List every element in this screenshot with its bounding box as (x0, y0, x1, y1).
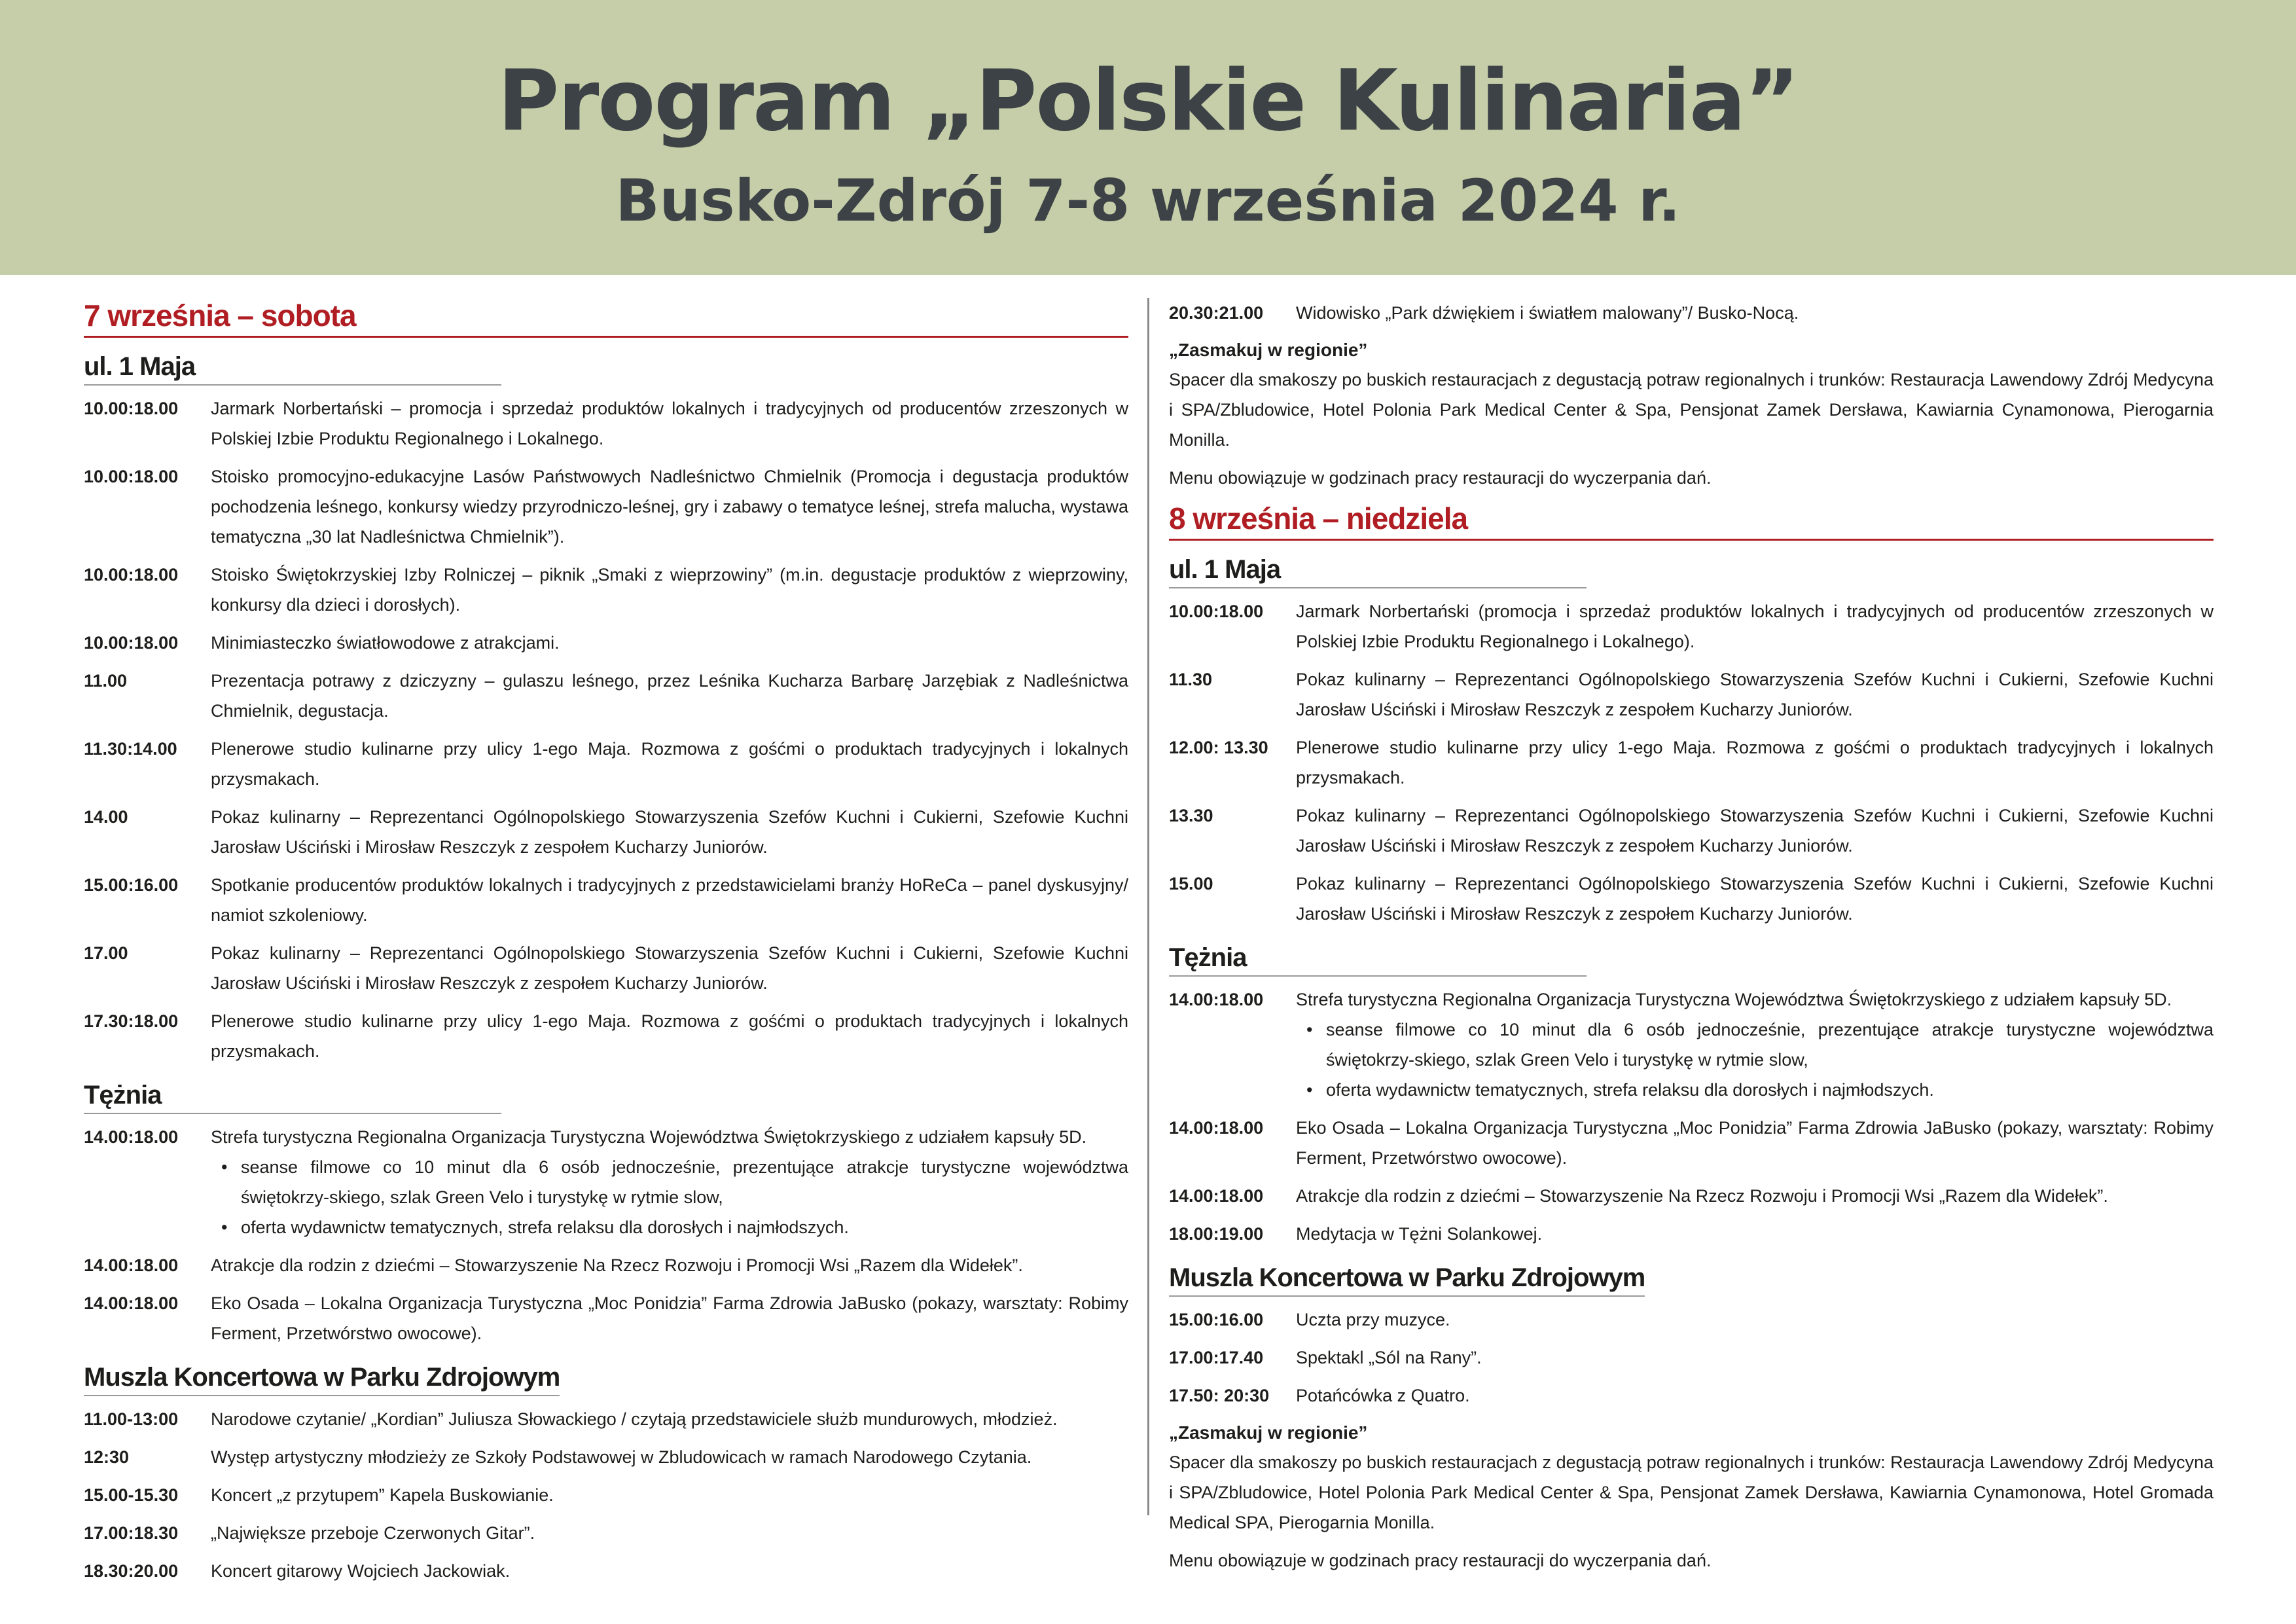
event-time: 10.00:18.00 (1169, 602, 1264, 621)
event-desc: Stoisko promocyjno-edukacyjne Lasów Państwowych Nadleśnictwo Chmielnik (Promocja i degustacja produktów pochodzenia leśnego, konkursy wiedzy przyrodniczo-leśnej, gry i zabawy o tematyce leśnej, strefa malucha, wystawa tematyczna „30 lat Nadleśnictwa Chmielnik”). (211, 467, 1128, 547)
taste-heading: „Zasmakuj w regionie” (1169, 1422, 1368, 1443)
event-row (84, 1518, 1128, 1548)
event-desc: Potańcówka z Quatro. (1296, 1386, 1470, 1405)
event-row (1169, 801, 2214, 861)
event-desc-text: Strefa turystyczna Regionalna Organizacja Turystyczna Województwa Świętokrzyskiego z udziałem kapsuły 5D. (211, 1127, 1087, 1147)
day1-section-muszla: Muszla Koncertowa w Parku Zdrojowym (84, 1363, 560, 1396)
event-row (84, 1122, 1128, 1242)
event-row (84, 1006, 1128, 1066)
event-row (84, 1404, 1128, 1434)
bullet-item: • seanse filmowe co 10 minut dla 6 osób jednocześnie, prezentujące atrakcje turystyczne województwa świętokrzy-skiego, szlak Green Velo i turystykę w rytmie slow, (1316, 1015, 2214, 1075)
event-time: 11.30:14.00 (84, 739, 177, 759)
event-desc: Koncert „z przytupem” Kapela Buskowianie. (211, 1485, 554, 1505)
event-desc: Eko Osada – Lokalna Organizacja Turystyczna „Moc Ponidzia” Farma Zdrowia JaBusko (pokazy, warsztaty: Robimy Ferment, Przetwórstwo owocowe). (1296, 1118, 2214, 1168)
event-time: 14.00:18.00 (1169, 1118, 1264, 1138)
event-time: 12.00: 13.30 (1169, 738, 1268, 757)
event-desc: Minimiasteczko światłowodowe z atrakcjami. (211, 633, 560, 653)
event-row (84, 1442, 1128, 1472)
event-time: 17.00:17.40 (1169, 1348, 1264, 1367)
event-time: 14.00:18.00 (84, 1127, 179, 1147)
menu-note: Menu obowiązuje w godzinach pracy restauracji do wyczerpania dań. (1169, 1551, 1712, 1570)
event-row (84, 1556, 1128, 1586)
event-row (84, 870, 1128, 930)
event-time: 15.00 (1169, 874, 1213, 893)
event-time: 11.00 (84, 671, 128, 691)
event-desc: Pokaz kulinarny – Reprezentanci Ogólnopolskiego Stowarzyszenia Szefów Kuchni i Cukierni, Szefowie Kuchni Jarosław Uściński i Mirosław Reszczyk z zespołem Kucharzy Juniorów. (211, 943, 1128, 993)
event-desc: Plenerowe studio kulinarne przy ulicy 1-ego Maja. Rozmowa z gośćmi o produktach tradycyjnych i lokalnych przysmakach. (211, 739, 1128, 789)
event-time: 11.00-13:00 (84, 1409, 179, 1429)
event-desc: Prezentacja potrawy z dziczyzny – gulaszu leśnego, przez Leśnika Kucharza Barbarę Jarzębiak z Nadleśnictwa Chmielnik, degustacja. (211, 671, 1128, 721)
day2-section-muszla: Muszla Koncertowa w Parku Zdrojowym (1169, 1263, 1645, 1297)
event-desc: Pokaz kulinarny – Reprezentanci Ogólnopolskiego Stowarzyszenia Szefów Kuchni i Cukierni, Szefowie Kuchni Jarosław Uściński i Mirosław Reszczyk z zespołem Kucharzy Juniorów. (1296, 806, 2214, 856)
event-time: 10.00:18.00 (84, 399, 179, 418)
event-desc: Widowisko „Park dźwiękiem i światłem malowany”/ Busko-Nocą. (1296, 303, 1799, 323)
event-desc: Pokaz kulinarny – Reprezentanci Ogólnopolskiego Stowarzyszenia Szefów Kuchni i Cukierni, Szefowie Kuchni Jarosław Uściński i Mirosław Reszczyk z zespołem Kucharzy Juniorów. (1296, 874, 2214, 924)
day1-column (84, 298, 1128, 1594)
event-row (84, 628, 1128, 658)
event-row (84, 734, 1128, 794)
event-time: 18.30:20.00 (84, 1561, 179, 1581)
event-row (1169, 732, 2214, 793)
event-desc: Jarmark Norbertański – promocja i sprzedaż produktów lokalnych i tradycyjnych od producentów zrzeszonych w Polskiej Izbie Produktu Regionalnego i Lokalnego. (211, 399, 1128, 448)
menu-note: Menu obowiązuje w godzinach pracy restauracji do wyczerpania dań. (1169, 468, 1712, 488)
event-time: 17.50: 20:30 (1169, 1386, 1270, 1405)
event-time: 11.30 (1169, 670, 1213, 689)
event-row (1169, 869, 2214, 929)
event-time: 18.00:19.00 (1169, 1224, 1264, 1244)
event-desc: Koncert gitarowy Wojciech Jackowiak. (211, 1561, 511, 1581)
event-time: 15.00:16.00 (1169, 1310, 1264, 1329)
bullet-item: • oferta wydawnictw tematycznych, strefa relaksu dla dorosłych i najmłodszych. (230, 1212, 1128, 1242)
event-time: 14.00:18.00 (1169, 990, 1264, 1009)
bullet-item: • seanse filmowe co 10 minut dla 6 osób jednocześnie, prezentujące atrakcje turystyczne województwa świętokrzy-skiego, szlak Green Velo i turystykę w rytmie slow, (230, 1152, 1128, 1212)
event-desc: Eko Osada – Lokalna Organizacja Turystyczna „Moc Ponidzia” Farma Zdrowia JaBusko (pokazy, warsztaty: Robimy Ferment, Przetwórstwo owocowe). (211, 1293, 1128, 1343)
event-time: 14.00:18.00 (1169, 1186, 1264, 1206)
event-desc: „Największe przeboje Czerwonych Gitar”. (211, 1523, 535, 1543)
event-time: 10.00:18.00 (84, 633, 179, 653)
event-time: 10.00:18.00 (84, 565, 179, 585)
event-time: 17.30:18.00 (84, 1011, 179, 1031)
event-time: 14.00:18.00 (84, 1255, 179, 1275)
event-desc (1296, 984, 2214, 1105)
event-time: 17.00:18.30 (84, 1523, 179, 1543)
event-time: 12:30 (84, 1447, 130, 1467)
event-row (1169, 1219, 2214, 1249)
event-time: 14.00:18.00 (84, 1293, 179, 1313)
event-desc: Atrakcje dla rodzin z dziećmi – Stowarzyszenie Na Rzecz Rozwoju i Promocji Wsi „Razem dla Widełek”. (211, 1255, 1023, 1275)
event-row (1169, 1305, 2214, 1335)
event-row (1169, 1343, 2214, 1373)
event-desc: Narodowe czytanie/ „Kordian” Juliusza Słowackiego / czytają przedstawiciele służb mundurowych, młodzież. (211, 1409, 1058, 1429)
event-desc: Spektakl „Sól na Rany”. (1296, 1348, 1482, 1367)
event-row (84, 560, 1128, 620)
page-subtitle: Busko-Zdrój 7-8 września 2024 r. (615, 167, 1681, 234)
event-row (84, 1288, 1128, 1348)
bullet-list (211, 1152, 1128, 1242)
event-row (1169, 984, 2214, 1105)
taste-text: Spacer dla smakoszy po buskich restauracjach z degustacją potraw regionalnych i trunków: Restauracja Lawendowy Zdrój Medycyna i SPA/Zbludowice, Hotel Polonia Park Medical Center & Spa, Pensjonat Zamek Dersława, Kawiarnia Cynamonowa, Pierogarnia Monilla. (1169, 370, 2214, 450)
column-divider (1147, 298, 1149, 1515)
taste-text: Spacer dla smakoszy po buskich restauracjach z degustacją potraw regionalnych i trunków: Restauracja Lawendowy Zdrój Medycyna i SPA/Zbludowice, Hotel Polonia Park Medical Center & Spa, Pensjonat Zamek Dersława, Kawiarnia Cynamonowa, Hotel Gromada Medical SPA, Pierogarnia Monilla. (1169, 1453, 2214, 1532)
event-row (84, 938, 1128, 998)
day2-section-teznia: Tężnia (1169, 943, 1587, 977)
event-desc-text: Strefa turystyczna Regionalna Organizacja Turystyczna Województwa Świętokrzyskiego z udziałem kapsuły 5D. (1296, 990, 2172, 1009)
day1-section-ul1maja: ul. 1 Maja (84, 352, 501, 386)
event-desc: Pokaz kulinarny – Reprezentanci Ogólnopolskiego Stowarzyszenia Szefów Kuchni i Cukierni, Szefowie Kuchni Jarosław Uściński i Mirosław Reszczyk z zespołem Kucharzy Juniorów. (211, 807, 1128, 857)
event-time: 20.30:21.00 (1169, 303, 1264, 323)
event-desc: Spotkanie producentów produktów lokalnych i tradycyjnych z przedstawicielami branży HoReCa – panel dyskusyjny/ namiot szkoleniowy. (211, 875, 1128, 925)
day2-section-ul1maja: ul. 1 Maja (1169, 555, 1587, 588)
taste-heading: „Zasmakuj w regionie” (1169, 340, 1368, 360)
page-title: Program „Polskie Kulinaria” (497, 52, 1799, 150)
bullet-item: • oferta wydawnictw tematycznych, strefa relaksu dla dorosłych i najmłodszych. (1316, 1075, 2214, 1105)
event-time: 10.00:18.00 (84, 467, 179, 486)
event-desc: Plenerowe studio kulinarne przy ulicy 1-ego Maja. Rozmowa z gośćmi o produktach tradycyjnych i lokalnych przysmakach. (1296, 738, 2214, 787)
day1-title: 7 września – sobota (84, 298, 1128, 338)
event-time: 17.00 (84, 943, 128, 963)
event-row (84, 393, 1128, 454)
event-row (84, 802, 1128, 862)
event-desc (211, 1122, 1128, 1242)
event-row (84, 1250, 1128, 1280)
event-row (1169, 664, 2214, 725)
event-row (1169, 1113, 2214, 1173)
event-desc: Stoisko Świętokrzyskiej Izby Rolniczej – piknik „Smaki z wieprzowiny” (m.in. degustacje produktów z wieprzowiny, konkursy dla dzieci i dorosłych). (211, 565, 1128, 615)
event-desc: Jarmark Norbertański (promocja i sprzedaż produktów lokalnych i tradycyjnych od producentów zrzeszonych w Polskiej Izbie Produktu Regionalnego i Lokalnego). (1296, 602, 2214, 651)
event-row (84, 461, 1128, 552)
day1-section-teznia: Tężnia (84, 1081, 501, 1114)
event-row (84, 666, 1128, 726)
event-desc: Medytacja w Tężni Solankowej. (1296, 1224, 1543, 1244)
event-row (1169, 1380, 2214, 1411)
bullet-list (1296, 1015, 2214, 1105)
event-time: 13.30 (1169, 806, 1213, 825)
event-row (1169, 298, 2214, 328)
event-row (84, 1480, 1128, 1510)
event-row (1169, 596, 2214, 657)
event-time: 14.00 (84, 807, 128, 827)
event-desc: Występ artystyczny młodzieży ze Szkoły Podstawowej w Zbludowicach w ramach Narodowego Czytania. (211, 1447, 1032, 1467)
day2-column (1169, 298, 2214, 1583)
event-desc: Uczta przy muzyce. (1296, 1310, 1450, 1329)
event-desc: Plenerowe studio kulinarne przy ulicy 1-ego Maja. Rozmowa z gośćmi o produktach tradycyjnych i lokalnych przysmakach. (211, 1011, 1128, 1061)
event-desc: Atrakcje dla rodzin z dziećmi – Stowarzyszenie Na Rzecz Rozwoju i Promocji Wsi „Razem dla Widełek”. (1296, 1186, 2108, 1206)
event-row (1169, 1181, 2214, 1211)
event-desc: Pokaz kulinarny – Reprezentanci Ogólnopolskiego Stowarzyszenia Szefów Kuchni i Cukierni, Szefowie Kuchni Jarosław Uściński i Mirosław Reszczyk z zespołem Kucharzy Juniorów. (1296, 670, 2214, 719)
day2-title: 8 września – niedziela (1169, 501, 2214, 541)
event-time: 15.00-15.30 (84, 1485, 179, 1505)
header-banner (0, 0, 2296, 275)
event-time: 15.00:16.00 (84, 875, 179, 895)
